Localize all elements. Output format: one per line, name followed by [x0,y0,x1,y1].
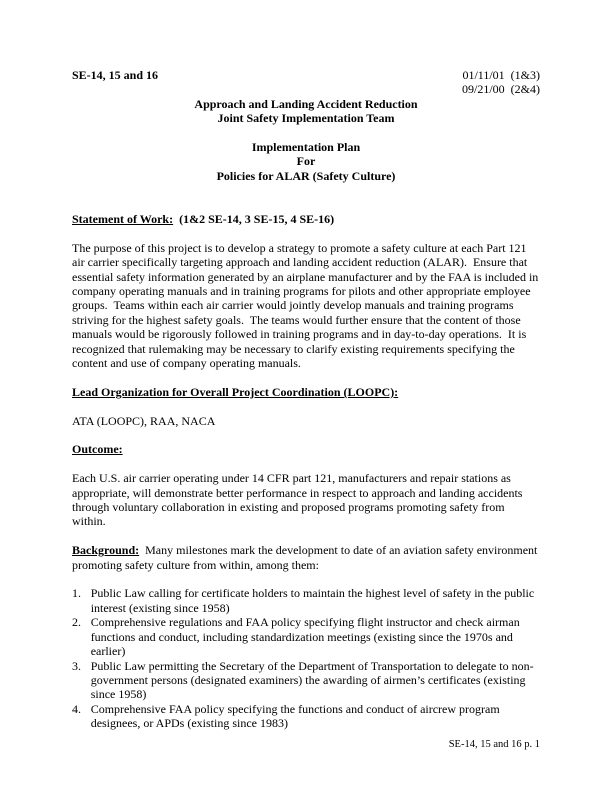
list-item-number: 4. [72,701,81,716]
page-footer: SE-14, 15 and 16 p. 1 [448,739,540,750]
subtitle-block [72,140,540,183]
subtitle-line: Implementation Plan [251,140,361,155]
list-item [72,702,540,731]
lead-org-heading-label: Lead Organization for Overall Project Coordination (LOOPC): [72,384,399,399]
background-list [72,586,540,730]
list-item-text: Comprehensive regulations and FAA policy specifying flight instructor and check airman functions and conduct, including standardization meetings (existing since the 1970s and earlier) [90,615,523,659]
statement-of-work-body: The purpose of this project is to develop a strategy to promote a safety culture at each Part 121 air carrier specifically targeting approach and landing accident reduction (ALAR). Ensure that essential safety information generated by an airplane manufacturer and by the FAA is included in company operating manuals and in training programs for pilots and other appropriate employee groups. Teams within each air carrier would jointly develop manuals and training programs striving for the highest safety goals. The teams would further ensure that the content of those manuals would be rigorously followed in training programs and in day-to-day operations. It is recognized that rulemaking may be necessary to clarify existing requirements specifying the content and use of company operating manuals. [72,240,542,371]
list-item [72,586,540,615]
list-item-number: 1. [72,586,81,601]
title-line: Joint Safety Implementation Team [217,111,395,126]
list-item-number: 2. [72,615,81,630]
subtitle-line: Policies for ALAR (Safety Culture) [216,168,396,183]
statement-of-work-heading [72,212,540,226]
revision-date-line: 09/21/00 (2&4) [462,82,540,97]
background-intro: Many milestones mark the development to date of an aviation safety environment promoting safety culture from within, among them: [72,543,541,572]
statement-of-work-heading-suffix: (1&2 SE-14, 3 SE-15, 4 SE-16) [173,212,335,227]
subtitle-line: For [296,154,316,169]
revision-dates [462,68,540,97]
document-header [72,68,540,97]
revision-date-line: 01/11/01 (1&3) [462,68,540,82]
background-paragraph [72,543,540,572]
lead-org-heading [72,385,540,399]
document-content [72,68,540,731]
list-item [72,615,540,658]
doc-id: SE-14, 15 and 16 [72,68,159,82]
list-item-text: Public Law calling for certificate holders to maintain the highest level of safety in the public interest (existing since 1958) [90,586,538,615]
list-item-text: Public Law permitting the Secretary of the Department of Transportation to delegate to non-government persons (designated examiners) the awarding of airmen’s certificates (existing since 1958) [90,658,534,702]
statement-of-work-heading-label: Statement of Work: [72,212,174,227]
title-line: Approach and Landing Accident Reduction [194,96,418,111]
outcome-heading [72,442,540,456]
list-item-number: 3. [72,658,81,673]
background-heading-label: Background: [72,543,140,558]
lead-org-body: ATA (LOOPC), RAA, NACA [72,413,216,428]
list-item [72,659,540,702]
outcome-body: Each U.S. air carrier operating under 14 CFR part 121, manufacturers and repair stations as appropriate, will demonstrate better performance in respect to approach and landing accidents through voluntary collaboration in existing and proposed programs promoting safety from within. [72,471,526,529]
outcome-heading-label: Outcome: [72,442,123,457]
list-item-text: Comprehensive FAA policy specifying the functions and conduct of aircrew program designees, or APDs (existing since 1983) [90,701,503,731]
